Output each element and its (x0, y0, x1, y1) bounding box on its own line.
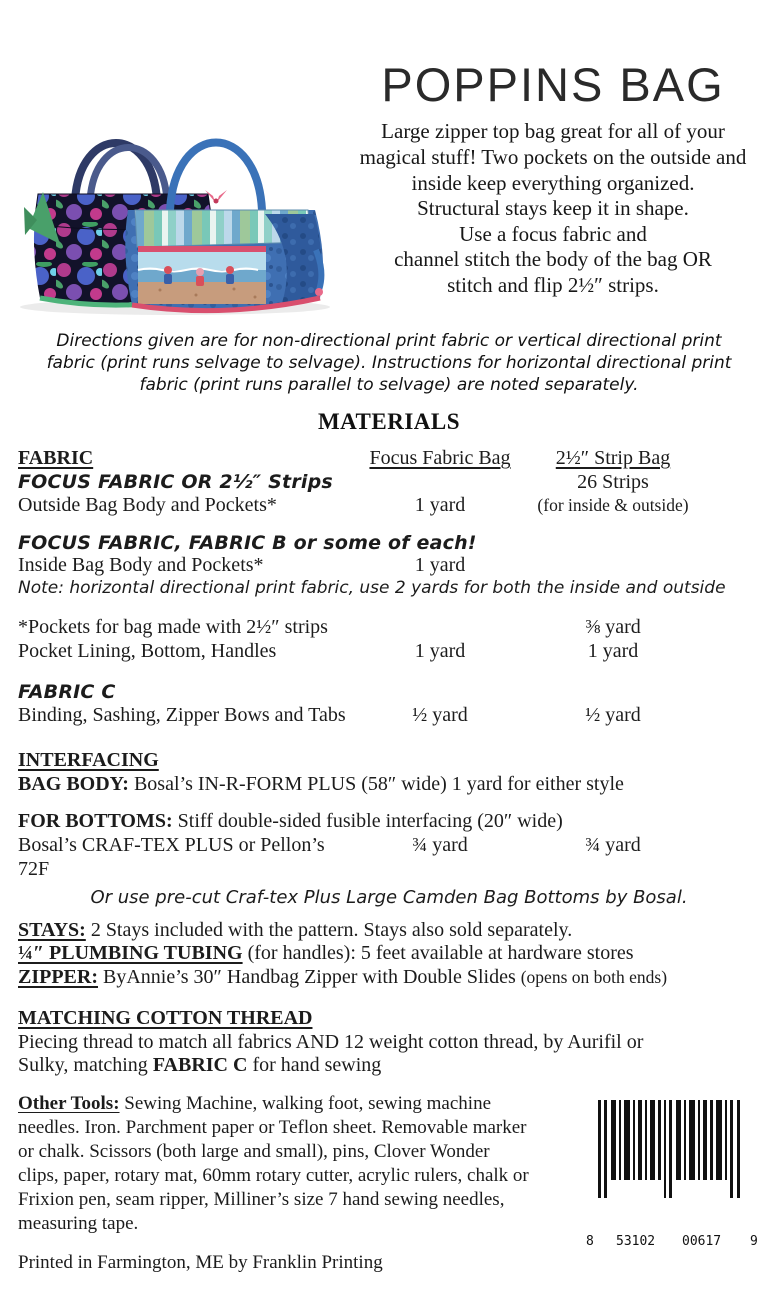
directions-note (24, 330, 754, 396)
other-tools-text: Sewing Machine, walking foot, sewing machine needles. Iron. Parchment paper or Teflon sheet. Removable marker or chalk. Scissors (both large and small), pins, Clover Wonder clips, paper, rotary mat, 60mm rotary cutter, acrylic rulers, chalk or Frixion pen, seam ripper, Milliner’s size 7 hand sewing needles, measuring tape. (18, 1093, 529, 1234)
row-value: 1 yard (414, 639, 466, 662)
zipper-line (18, 966, 760, 990)
row-label: Binding, Sashing, Zipper Bows and Tabs (18, 703, 346, 726)
row-value: (for inside & outside) (537, 495, 689, 516)
table-row (18, 616, 760, 640)
strip-count: 26 Strips (577, 470, 649, 493)
fabric-subheading: FABRIC C (18, 681, 116, 704)
description-line: stitch and flip 2½″ strips. (447, 273, 659, 297)
table-row (18, 704, 760, 728)
top-section (0, 0, 778, 320)
zipper-text: ByAnnie’s 30″ Handbag Zipper with Double Slides (98, 965, 521, 988)
barcode-digit: 8 (586, 1233, 594, 1249)
header (338, 60, 768, 299)
row-label: Pocket Lining, Bottom, Handles (18, 639, 277, 662)
thread-heading: MATCHING COTTON THREAD (18, 1007, 313, 1030)
row-value: ¾ yard (412, 834, 468, 857)
thread-text: for hand sewing (247, 1054, 382, 1077)
tubing-text: (for handles): 5 feet available at hardware stores (242, 942, 634, 965)
table-row (18, 554, 760, 578)
column-header-strip-bag: 2½″ Strip Bag (555, 447, 671, 470)
page-title: POPPINS BAG (381, 58, 725, 111)
description-line: inside keep everything organized. (411, 170, 695, 195)
row-value: 1 yard (414, 494, 466, 517)
row-value: 1 yard (414, 554, 466, 577)
row-label: Inside Bag Body and Pockets* (18, 554, 264, 577)
bag-body-line (18, 773, 760, 797)
bottoms-label: FOR BOTTOMS: (18, 810, 173, 833)
zipper-label: ZIPPER: (18, 965, 98, 988)
thread-text: Sulky, matching (18, 1054, 153, 1077)
fabric-subheading: FOCUS FABRIC OR 2½″ Strips (18, 470, 333, 493)
fabric-note: Note: horizontal directional print fabric, use 2 yards for both the inside and outside (18, 578, 726, 599)
bottoms-line (18, 810, 760, 834)
directions-line: Directions given are for non-directional print fabric or vertical directional print (56, 331, 722, 351)
description-line: magical stuff! Two pockets on the outside and (359, 144, 747, 169)
description-line: channel stitch the body of the bag OR (394, 247, 712, 272)
thread-line: Piecing thread to match all fabrics AND 12 weight cotton thread, by Aurifil or (18, 1030, 644, 1053)
bottoms-text: Stiff double-sided fusible interfacing (20″ wide) (172, 810, 563, 833)
description-line: Large zipper top bag great for all of your (381, 119, 725, 144)
product-photo (10, 102, 340, 317)
barcode-bars (588, 1100, 760, 1204)
product-description (338, 119, 768, 298)
interfacing-heading: INTERFACING (18, 749, 159, 772)
precut-note: Or use pre-cut Craf-tex Plus Large Camden Bag Bottoms by Bosal. (90, 887, 688, 909)
row-value: 1 yard (587, 639, 639, 662)
stays-line (18, 919, 760, 943)
table-row (18, 834, 760, 881)
thread-line (18, 1054, 760, 1078)
materials-heading: MATERIALS (317, 409, 461, 435)
row-value: ¾ yard (585, 834, 641, 857)
table-row (18, 640, 760, 664)
table-row (18, 471, 760, 495)
column-header-focus-fabric-bag: Focus Fabric Bag (369, 447, 511, 470)
other-tools-paragraph (18, 1092, 530, 1236)
thread-fabric-c: FABRIC C (152, 1054, 248, 1077)
description-line: Structural stays keep it in shape. (417, 196, 689, 221)
bags-illustration (10, 102, 340, 317)
bag-body-label: BAG BODY: (18, 772, 129, 795)
bag-body-text: Bosal’s IN-R-FORM PLUS (58″ wide) 1 yard for either style (128, 772, 624, 795)
barcode-digit: 00617 (682, 1233, 722, 1249)
stays-text: 2 Stays included with the pattern. Stays also sold separately. (85, 918, 573, 941)
fabric-heading: FABRIC (18, 447, 94, 470)
row-label: Outside Bag Body and Pockets* (18, 494, 277, 517)
barcode-digit: 9 (750, 1233, 758, 1249)
barcode-digit: 53102 (616, 1233, 656, 1249)
description-line: Use a focus fabric and (459, 221, 647, 246)
tools-section (18, 1092, 760, 1249)
row-label: Bosal’s CRAF-TEX PLUS or Pellon’s 72F (18, 834, 325, 880)
directions-line: fabric (print runs parallel to selvage) are noted separately. (139, 375, 639, 396)
materials-section (18, 447, 760, 1078)
fabric-header-row (18, 447, 760, 471)
fabric-subheading: FOCUS FABRIC, FABRIC B or some of each! (18, 532, 477, 555)
barcode (586, 1100, 760, 1249)
directions-line: fabric (print runs selvage to selvage). Instructions for horizontal directional print (46, 353, 732, 374)
table-row (18, 494, 760, 518)
stays-label: STAYS: (18, 918, 86, 941)
row-label: *Pockets for bag made with 2½″ strips (18, 616, 328, 639)
printer-credit: Printed in Farmington, ME by Franklin Printing (18, 1251, 383, 1273)
row-value: ⅜ yard (585, 616, 641, 639)
row-value: ½ yard (585, 703, 641, 726)
tubing-line (18, 942, 760, 966)
other-tools-label: Other Tools: (18, 1093, 120, 1115)
tubing-label: ¼″ PLUMBING TUBING (18, 942, 243, 965)
row-value: ½ yard (412, 703, 468, 726)
zipper-note: (opens on both ends) (520, 966, 668, 987)
